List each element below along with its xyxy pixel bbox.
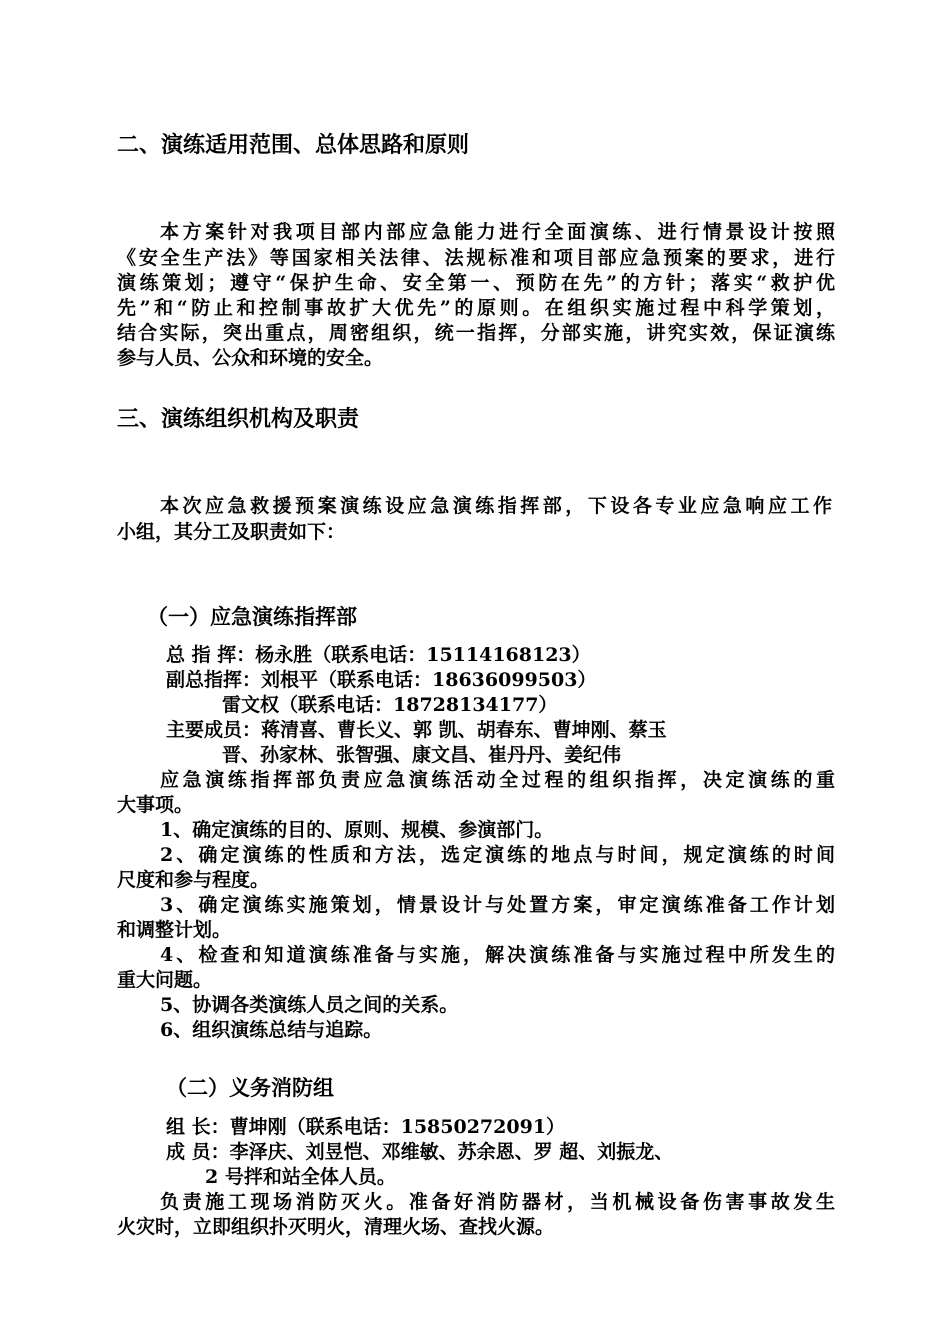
leader-line: 组 长：曹坤刚（联系电话：15850272091）	[166, 1116, 566, 1138]
paragraph-line: 演练策划；遵守“保护生命、安全第一、预防在先”的方针；落实“救护优	[117, 272, 835, 294]
paragraph-line: 参与人员、公众和环境的安全。	[117, 347, 384, 369]
duty-line: 应急演练指挥部负责应急演练活动全过程的组织指挥，决定演练的重	[160, 769, 835, 791]
members-line: 成 员：李泽庆、刘昱恺、邓维敏、苏余恩、罗 超、刘振龙、	[166, 1141, 674, 1163]
duty-item: 重大问题。	[117, 969, 213, 991]
section-heading-organization: 三、演练组织机构及职责	[117, 406, 360, 432]
duty-item: 和调整计划。	[117, 919, 232, 941]
deputy-commander-line: 雷文权（联系电话：18728134177）	[222, 694, 558, 716]
members-line: 主要成员：蒋清喜、曹长义、郭 凯、胡春东、曹坤刚、蔡玉	[166, 719, 667, 741]
duty-item: 1、确定演练的目的、原则、规模、参演部门。	[160, 819, 554, 841]
subsection-heading-command: （一）应急演练指挥部	[147, 604, 357, 629]
section-heading-scope: 二、演练适用范围、总体思路和原则	[117, 132, 470, 158]
paragraph-line: 小组，其分工及职责如下：	[117, 521, 346, 543]
duty-line: 火灾时，立即组织扑灭明火，清理火场、查找火源。	[117, 1216, 555, 1238]
duty-line: 负责施工现场消防灭火。准备好消防器材，当机械设备伤害事故发生	[160, 1191, 835, 1213]
duty-item: 3、确定演练实施策划，情景设计与处置方案，审定演练准备工作计划	[160, 894, 835, 916]
duty-item: 6、组织演练总结与追踪。	[160, 1019, 383, 1041]
duty-item: 尺度和参与程度。	[117, 869, 270, 891]
members-line: 晋、孙家林、张智强、康文昌、崔丹丹、姜纪伟	[222, 744, 622, 766]
duty-item: 4、检查和知道演练准备与实施，解决演练准备与实施过程中所发生的	[160, 944, 835, 966]
paragraph-line: 结合实际，突出重点，周密组织，统一指挥，分部实施，讲究实效，保证演练	[117, 322, 835, 344]
members-line: 2 号拌和站全体人员。	[205, 1166, 396, 1188]
subsection-heading-fire-brigade: （二）义务消防组	[166, 1075, 334, 1100]
paragraph-line: 本方案针对我项目部内部应急能力进行全面演练、进行情景设计按照	[160, 221, 835, 243]
duty-item: 5、协调各类演练人员之间的关系。	[160, 994, 459, 1016]
paragraph-line: 《安全生产法》等国家相关法律、法规标准和项目部应急预案的要求，进行	[117, 247, 835, 269]
commander-line: 总 指 挥：杨永胜（联系电话：15114168123）	[166, 644, 591, 666]
deputy-commander-line: 副总指挥：刘根平（联系电话：18636099503）	[166, 669, 597, 691]
paragraph-line: 先”和“防止和控制事故扩大优先”的原则。在组织实施过程中科学策划，	[117, 297, 835, 319]
paragraph-line: 本次应急救援预案演练设应急演练指挥部，下设各专业应急响应工作	[160, 495, 832, 517]
duty-item: 2、确定演练的性质和方法，选定演练的地点与时间，规定演练的时间	[160, 844, 835, 866]
duty-line: 大事项。	[117, 794, 194, 816]
